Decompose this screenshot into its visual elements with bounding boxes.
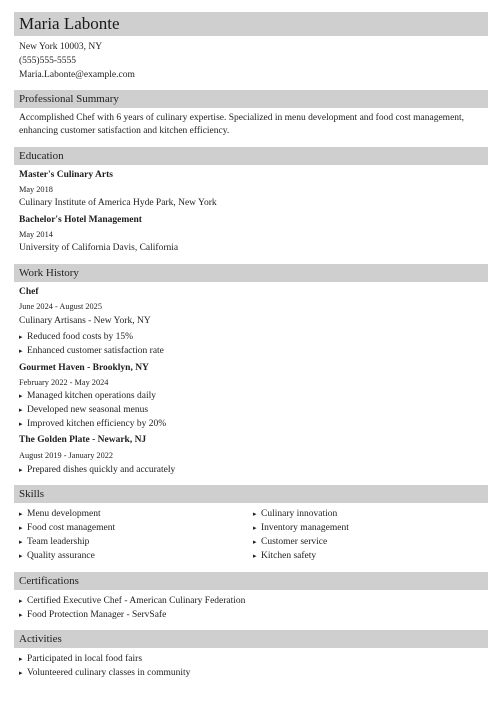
bullet-icon: ▸ [19, 420, 23, 428]
bullet-icon: ▸ [253, 552, 257, 560]
education-degree: Bachelor's Hotel Management [19, 215, 142, 225]
skill-text: Kitchen safety [261, 551, 317, 561]
section-header-education [14, 147, 488, 165]
section-header-skills [14, 485, 488, 503]
contact-phone: (555)555-5555 [19, 56, 76, 66]
bullet-icon: ▸ [253, 524, 257, 532]
bullet-icon: ▸ [19, 552, 23, 560]
contact-email: Maria.Labonte@example.com [19, 70, 135, 80]
candidate-name: Maria Labonte [19, 14, 120, 33]
certification-text: Food Protection Manager - ServSafe [27, 610, 167, 620]
job-title: Chef [19, 287, 39, 297]
bullet-icon: ▸ [19, 406, 23, 414]
contact-address: New York 10003, NY [19, 42, 103, 52]
education-school: Culinary Institute of America Hyde Park, New York [19, 198, 217, 208]
bullet-icon: ▸ [19, 510, 23, 518]
section-title: Skills [19, 488, 45, 500]
section-header-activities [14, 630, 488, 648]
bullet-icon: ▸ [253, 538, 257, 546]
bullet-text: Improved kitchen efficiency by 20% [27, 419, 167, 429]
skill-text: Team leadership [27, 537, 90, 547]
section-title: Work History [19, 267, 79, 279]
certification-text: Certified Executive Chef - American Culinary Federation [27, 596, 246, 606]
section-title: Activities [19, 633, 62, 645]
education-date: May 2014 [19, 230, 53, 239]
bullet-icon: ▸ [19, 611, 23, 619]
bullet-text: Managed kitchen operations daily [27, 391, 157, 401]
job-dates: June 2024 - August 2025 [19, 302, 102, 311]
skill-text: Culinary innovation [261, 509, 338, 519]
skill-text: Quality assurance [27, 551, 95, 561]
education-degree: Master's Culinary Arts [19, 170, 113, 180]
bullet-icon: ▸ [19, 538, 23, 546]
bullet-text: Developed new seasonal menus [27, 405, 149, 415]
section-title: Professional Summary [19, 93, 119, 105]
job-dates: February 2022 - May 2024 [19, 378, 109, 387]
skill-text: Menu development [27, 509, 101, 519]
activity-text: Participated in local food fairs [27, 654, 143, 664]
bullet-text: Enhanced customer satisfaction rate [27, 346, 164, 356]
skill-text: Customer service [261, 537, 328, 547]
bullet-icon: ▸ [19, 597, 23, 605]
education-school: University of California Davis, California [19, 243, 179, 253]
skill-text: Food cost management [27, 523, 116, 533]
bullet-icon: ▸ [253, 510, 257, 518]
bullet-icon: ▸ [19, 524, 23, 532]
education-date: May 2018 [19, 185, 53, 194]
bullet-text: Prepared dishes quickly and accurately [27, 465, 176, 475]
section-title: Education [19, 150, 64, 162]
bullet-icon: ▸ [19, 655, 23, 663]
skill-text: Inventory management [261, 523, 349, 533]
job-company: Culinary Artisans - New York, NY [19, 316, 151, 326]
section-title: Certifications [19, 575, 79, 587]
job-dates: August 2019 - January 2022 [19, 451, 114, 460]
section-header-summary [14, 90, 488, 108]
section-header-certifications [14, 572, 488, 590]
activity-text: Volunteered culinary classes in community [27, 668, 191, 678]
bullet-icon: ▸ [19, 333, 23, 341]
bullet-icon: ▸ [19, 392, 23, 400]
section-header-work-history [14, 264, 488, 282]
name-banner [14, 12, 488, 36]
job-title: The Golden Plate - Newark, NJ [19, 435, 147, 445]
bullet-icon: ▸ [19, 669, 23, 677]
bullet-icon: ▸ [19, 347, 23, 355]
job-title: Gourmet Haven - Brooklyn, NY [19, 363, 149, 373]
summary-text: Accomplished Chef with 6 years of culinary expertise. Specialized in menu development and food cost management, enhancing customer satisfaction and kitchen efficiency. [19, 113, 465, 136]
bullet-icon: ▸ [19, 466, 23, 474]
bullet-text: Reduced food costs by 15% [27, 332, 134, 342]
